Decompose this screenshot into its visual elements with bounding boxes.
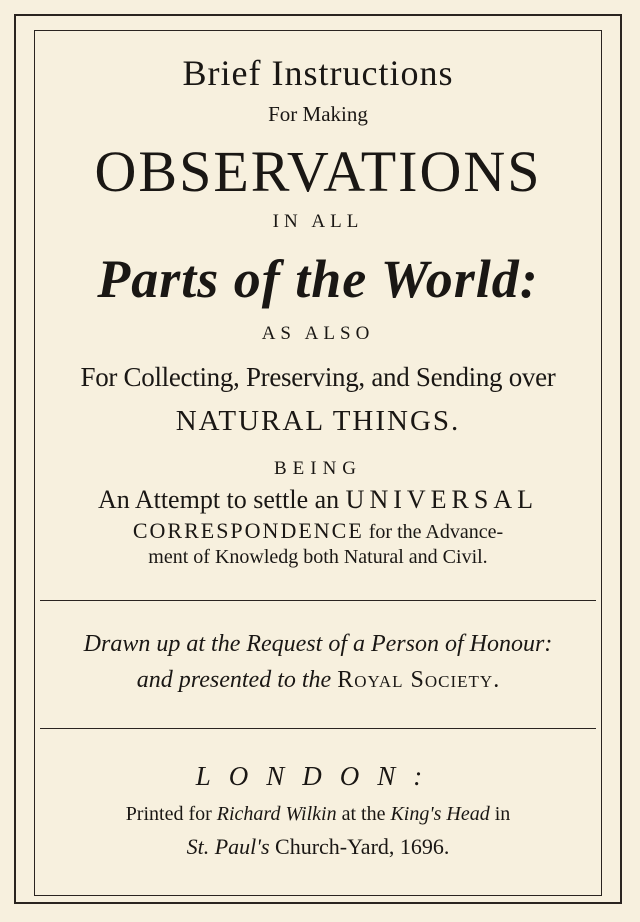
printer-name: Richard Wilkin bbox=[216, 803, 337, 825]
period-text: . bbox=[493, 667, 500, 693]
imprint-line-churchyard bbox=[34, 834, 602, 860]
at-the-text: at the bbox=[336, 803, 391, 825]
title-line-collecting: For Collecting, Preserving, and Sending over bbox=[80, 362, 556, 392]
printed-for-text: Printed for bbox=[125, 803, 217, 825]
title-line-natural-things: NATURAL THINGS. bbox=[175, 405, 461, 437]
universal-text: UNIVERSAL bbox=[345, 485, 539, 514]
title-line-parts-of-the-world: Parts of the World: bbox=[97, 249, 539, 309]
royal-society-text: Royal Society bbox=[337, 667, 494, 693]
kings-head-text: King's Head bbox=[390, 803, 490, 825]
divider-rule-1 bbox=[40, 600, 596, 601]
divider-rule-2 bbox=[40, 728, 596, 729]
correspondence-text: CORRESPONDENCE bbox=[132, 518, 364, 543]
title-line-for-making: For Making bbox=[268, 102, 368, 126]
churchyard-date-text: Church-Yard, 1696. bbox=[269, 834, 450, 859]
title-line-correspondence bbox=[34, 518, 602, 544]
imprint-line-printed-for bbox=[34, 803, 602, 826]
title-line-in-all: IN ALL bbox=[272, 211, 364, 232]
imprint-place-london: LONDON: bbox=[195, 761, 441, 791]
attempt-text: An Attempt to settle an bbox=[97, 485, 346, 514]
title-line-brief-instructions: Brief Instructions bbox=[182, 53, 454, 93]
dedication-line-presented bbox=[34, 667, 602, 694]
title-line-attempt bbox=[34, 485, 602, 515]
title-line-as-also: AS ALSO bbox=[261, 323, 375, 344]
presented-text: and presented to the bbox=[136, 667, 338, 693]
title-line-being: BEING bbox=[273, 458, 363, 479]
dedication-line-drawn-up: Drawn up at the Request of a Person of Honour: bbox=[83, 631, 553, 657]
advance-text: for the Advance- bbox=[363, 521, 504, 543]
title-line-knowledg: ment of Knowledg both Natural and Civil. bbox=[148, 546, 488, 568]
title-line-observations: OBSERVATIONS bbox=[94, 139, 542, 204]
st-pauls-text: St. Paul's bbox=[186, 834, 270, 859]
in-text: in bbox=[489, 803, 511, 825]
